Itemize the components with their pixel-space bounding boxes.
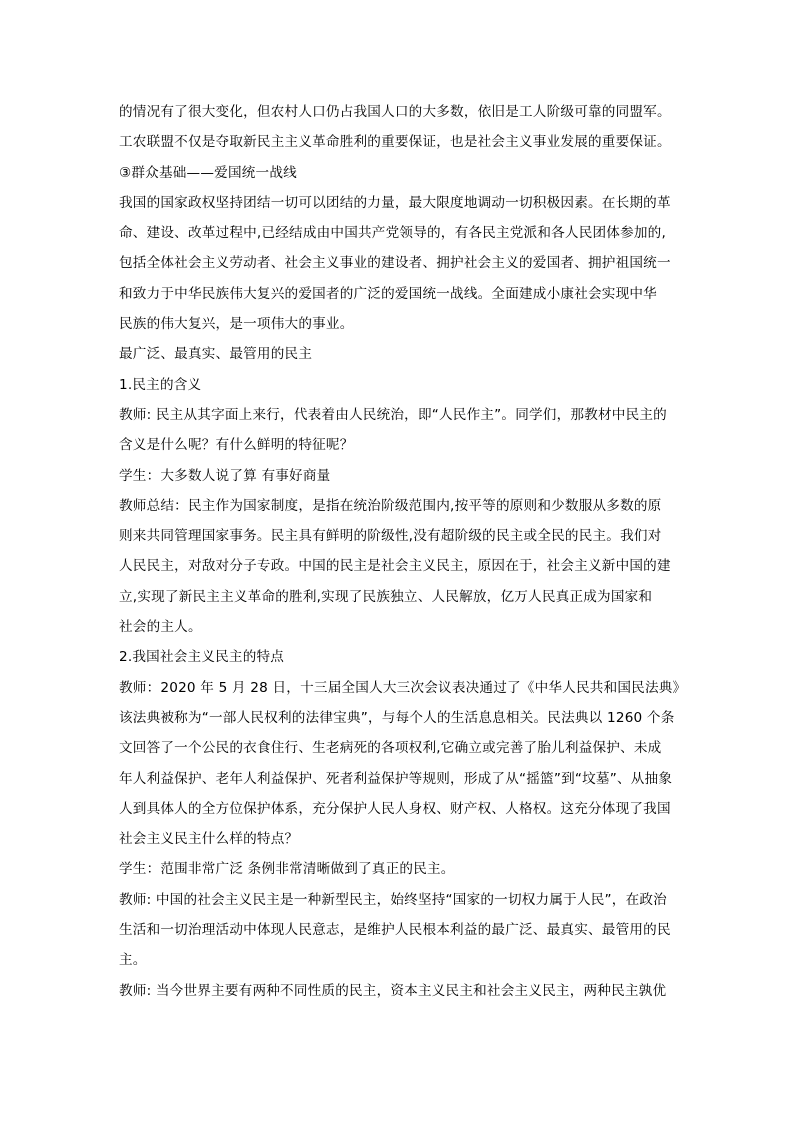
text-line: 和致力于中华民族伟大复兴的爱国者的广泛的爱国统一战线。全面建成小康社会实现中华 (119, 285, 657, 302)
text-line: 教师总结：民主作为国家制度，是指在统治阶级范围内,按平等的原则和少数服从多数的原 (119, 497, 662, 514)
text-line: 该法典被称为“一部人民权利的法律宝典”，与每个人的生活息息相关。民法典以 1260 个条 (119, 709, 675, 726)
text-line: 社会主义民主什么样的特点？ (119, 831, 299, 848)
text-line: 则来共同管理国家事务。民主具有鲜明的阶级性,没有超阶级的民主或全民的民主。我们对 (119, 528, 662, 545)
text-line: 文回答了一个公民的衣食住行、生老病死的各项权利,它确立或完善了胎儿利益保护、未成 (119, 740, 662, 757)
text-line: 人到具体人的全方位保护体系，充分保护人民人身权、财产权、人格权。这充分体现了我国 (119, 800, 671, 817)
text-line: 包括全体社会主义劳动者、社会主义事业的建设者、拥护社会主义的爱国者、拥护祖国统一 (119, 255, 671, 272)
text-line: 含义是什么呢？有什么鲜明的特征呢？ (119, 437, 354, 454)
document-body (119, 97, 687, 1006)
text-line: 年人利益保护、老年人利益保护、死者利益保护等规则，形成了从“摇篮”到“坟墓”、从抽象 (119, 770, 673, 787)
text-line: 社会的主人。 (119, 619, 202, 636)
text-line: 教师: 中国的社会主义民主是一种新型民主，始终坚持“国家的一切权力属于人民”，在政治 (119, 891, 667, 908)
text-line: 人民民主，对敌对分子专政。中国的民主是社会主义民主，原因在于，社会主义新中国的建 (119, 558, 671, 575)
text-line: 的情况有了很大变化，但农村人口仍占我国人口的大多数，依旧是工人阶级可靠的同盟军。 (119, 104, 671, 120)
text-line: 教师: 民主从其字面上来行，代表着由人民统治，即“人民作主”。同学们，那教材中民主的 (119, 406, 667, 423)
section-heading: 最广泛、最真实、最管用的民主 (119, 346, 313, 363)
text-line: 我国的国家政权坚持团结一切可以团结的力量，最大限度地调动一切积极因素。在长期的革 (119, 194, 671, 211)
text-line: 教师: 当今世界主要有两种不同性质的民主，资本主义民主和社会主义民主，两种民主孰优 (119, 982, 667, 999)
text-line: 教师：2020 年 5 月 28 日，十三届全国人大三次会议表决通过了《中华人民共和国民法典》 (119, 679, 687, 696)
subsection-heading: 1.民主的含义 (119, 376, 202, 393)
text-line: 工农联盟不仅是夺取新民主主义革命胜利的重要保证，也是社会主义事业发展的重要保证。 (119, 134, 671, 151)
section-heading: ③群众基础——爱国统一战线 (119, 164, 297, 181)
text-line: 生活和一切治理活动中体现人民意志，是维护人民根本利益的最广泛、最真实、最管用的民 (119, 922, 671, 939)
text-line: 民族的伟大复兴，是一项伟大的事业。 (119, 316, 354, 333)
text-line: 命、建设、改革过程中,已经结成由中国共产党领导的，有各民主党派和各人民团体参加的, (119, 225, 666, 242)
text-line: 学生：范围非常广泛 条例非常清晰做到了真正的民主。 (119, 861, 455, 878)
subsection-heading: 2.我国社会主义民主的特点 (119, 649, 285, 666)
text-line: 学生：大多数人说了算 有事好商量 (119, 467, 331, 484)
text-line: 立,实现了新民主主义革命的胜利,实现了民族独立、人民解放，亿万人民真正成为国家和 (119, 588, 653, 605)
text-line: 主。 (119, 952, 147, 969)
